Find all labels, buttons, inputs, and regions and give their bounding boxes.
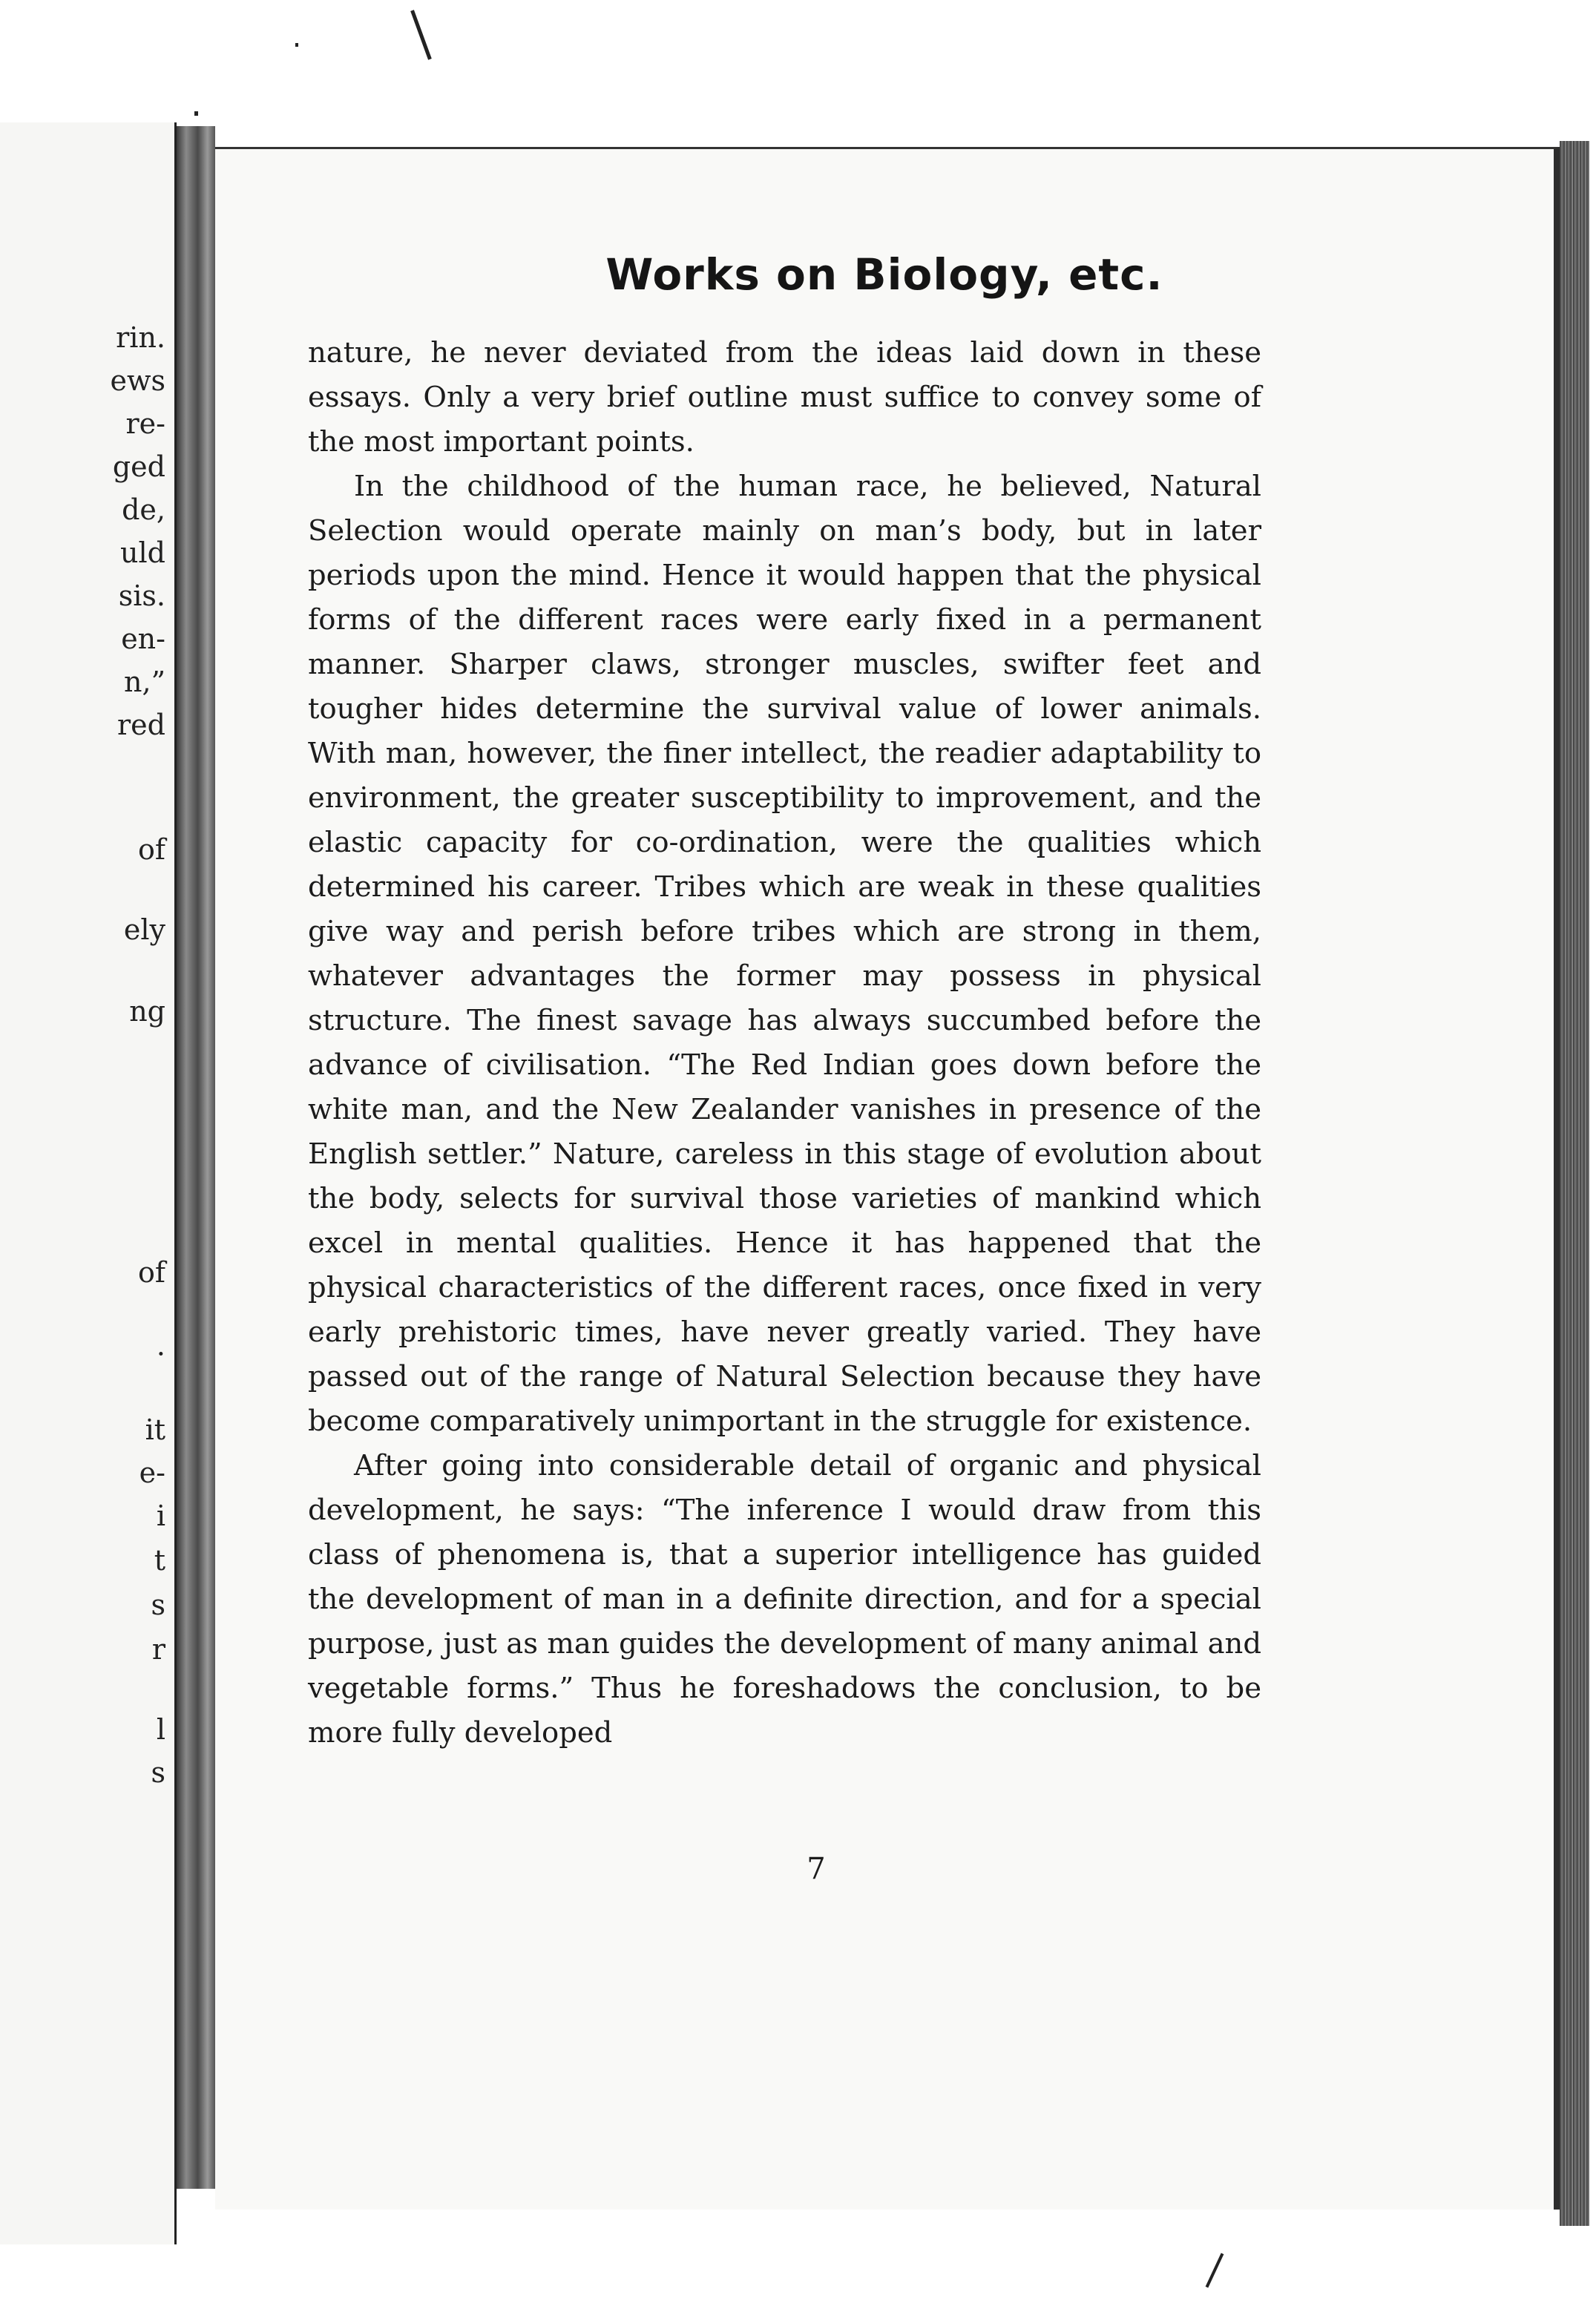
left-fragment: · [156,1338,165,1370]
book-page [215,147,1560,2210]
left-fragment: re- [125,407,165,440]
facing-page [0,122,177,2244]
left-fragment: of [138,833,165,866]
scan-speck [295,43,298,47]
paragraph: In the childhood of the human race, he believed, Natural Selection would operate mainly on man’s body, but in later periods upon the mind. Hence it would happen that the physical forms of the different races were early fixed in a permanent manner. Sharper claws, stronger muscles, swifter feet and tougher hides determine the survival value of lower animals. With man, however, the finer intellect, the readier adaptability to environment, the greater susceptibility to improvement, and the elastic capacity for co-ordination, were the qualities which determined his career. Tribes which are weak in these qualities give way and perish before tribes which are strong in them, whatever advantages the former may possess in physical structure. The finest savage has always succumbed before the advance of civilisation. “The Red Indian goes down before the white man, and the New Zealander vanishes in presence of the English settler.” Nature, careless in this stage of evolution about the body, selects for survival those varieties of mankind which excel in mental qualities. Hence it has happened that the physical characteristics of the different races, once fixed in very early prehistoric times, have never greatly varied. They have passed out of the range of Natural Selection because they have become comparatively unimportant in the struggle for existence. [308,470,1261,1438]
left-fragment: ews [110,364,165,397]
book-spine-gutter [177,126,215,2189]
left-fragment: rin. [116,321,165,354]
left-fragment: l [156,1713,165,1746]
left-fragment: t [154,1544,165,1577]
left-fragment: de, [122,493,165,526]
page-body [308,331,1261,1755]
scan-speck [410,10,432,59]
running-header: Works on Biology, etc. [605,249,1163,300]
left-fragment: n,” [124,666,165,698]
left-fragment: uld [120,536,165,569]
paragraph: After going into considerable detail of organic and physical development, he says: “The inference I would draw from this class of phenomena is, that a superior intelligence has guided the development of man in a definite direction, and for a special purpose, just as man guides the development of many animal and vegetable forms.” Thus he foreshadows the conclusion, to be more fully developed [308,1449,1261,1750]
left-fragment: en- [121,623,165,655]
page-number: 7 [807,1852,826,1886]
left-fragment: e- [139,1456,165,1489]
scan-speck [194,111,198,116]
left-fragment: red [117,709,165,741]
left-fragment: it [145,1413,165,1446]
left-fragment: ged [112,450,165,483]
paragraph: nature, he never deviated from the ideas laid down in these essays. Only a very brief outline must suffice to convey some of the most important points. [308,336,1261,459]
page-edge-stack [1560,141,1589,2226]
left-fragment: ely [123,913,165,946]
scan-speck [1206,2253,1224,2287]
left-fragment: of [138,1256,165,1289]
left-fragment: sis. [118,579,165,612]
left-fragment: s [151,1756,165,1789]
left-fragment: i [156,1499,165,1532]
left-fragment: ng [129,995,165,1028]
left-fragment: s [151,1589,165,1621]
left-fragment: r [151,1633,165,1666]
